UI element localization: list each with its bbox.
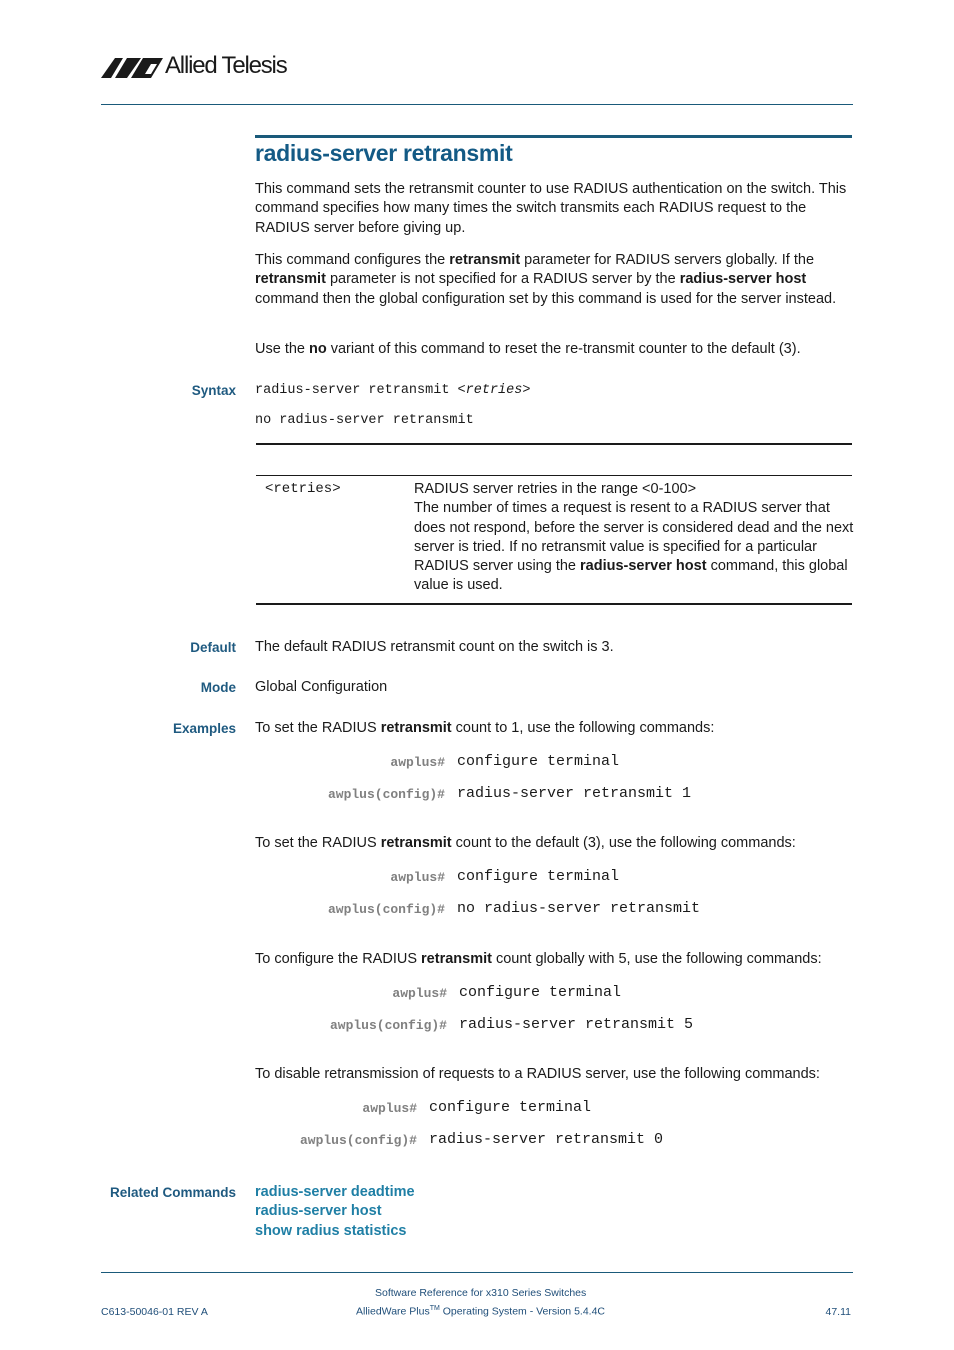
example-2-intro: To set the RADIUS retransmit count to the default (3), use the following commands: xyxy=(255,835,796,851)
footer-doc-title: Software Reference for x310 Series Switches xyxy=(375,1287,587,1299)
allied-telesis-logo xyxy=(101,50,301,82)
example-3-prompt-1: awplus# xyxy=(392,986,447,1001)
title-rule xyxy=(255,135,852,138)
example-2-command-1: configure terminal xyxy=(457,868,620,885)
related-link-host[interactable]: radius-server host xyxy=(255,1203,382,1220)
example-4-intro: To disable retransmission of requests to a RADIUS server, use the following commands: xyxy=(255,1066,820,1082)
example-4-command-1: configure terminal xyxy=(429,1099,592,1116)
example-4-prompt-1: awplus# xyxy=(362,1101,417,1116)
logo-wordmark: Allied Telesis xyxy=(165,52,287,79)
related-link-show-statistics[interactable]: show radius statistics xyxy=(255,1222,407,1239)
example-1-command-2: radius-server retransmit 1 xyxy=(457,785,692,802)
example-1-prompt-1: awplus# xyxy=(390,755,445,770)
mode-label: Mode xyxy=(200,680,236,695)
footer-doc-id: C613-50046-01 REV A xyxy=(101,1306,208,1318)
param-retries-description: RADIUS server retries in the range <0-100> The number of times a request is resent to a RADIUS server that does not respond, before the server is considered dead and the next server is tried. If no retransmit value is specified for a particular RADIUS server using the radius-server host command, this global value is used. xyxy=(414,481,854,594)
example-3-intro: To configure the RADIUS retransmit count globally with 5, use the following commands: xyxy=(255,951,822,967)
param-retries: <retries> xyxy=(265,481,341,497)
footer-rule xyxy=(101,1272,853,1273)
default-label: Default xyxy=(190,640,236,655)
syntax-label: Syntax xyxy=(191,383,236,398)
allied-telesis-logo-icon xyxy=(101,56,163,78)
intro-paragraph-1: This command sets the retransmit counter to use RADIUS authentication on the switch. This command specifies how many times the switch transmits each RADIUS request to the RADIUS server before giving up. xyxy=(255,181,847,236)
related-link-deadtime[interactable]: radius-server deadtime xyxy=(255,1184,415,1200)
footer-os-version: AlliedWare Plus™ Operating System - Version 5.4.4C xyxy=(356,1305,606,1318)
examples-label: Examples xyxy=(172,721,236,736)
header-rule xyxy=(101,104,853,105)
syntax-line-2: no radius-server retransmit xyxy=(255,413,474,428)
page-title: radius-server retransmit xyxy=(255,140,513,166)
example-1-intro: To set the RADIUS retransmit count to 1, use the following commands: xyxy=(255,720,715,736)
mode-text: Global Configuration xyxy=(255,679,388,695)
example-2-prompt-1: awplus# xyxy=(390,870,445,885)
example-2-prompt-2: awplus(config)# xyxy=(327,902,445,917)
table-bottom-rule xyxy=(256,603,852,605)
syntax-line-1: radius-server retransmit <retries> xyxy=(255,383,531,398)
example-2-command-2: no radius-server retransmit xyxy=(457,900,701,917)
example-3-command-2: radius-server retransmit 5 xyxy=(459,1016,694,1033)
intro-paragraph-3: Use the no variant of this command to reset the re-transmit counter to the default (3). xyxy=(255,341,801,357)
intro-paragraph-2: This command configures the retransmit parameter for RADIUS servers globally. If the retransmit parameter is not specified for a RADIUS server by the radius-server host command then the global configuration set by this command is used for the server instead. xyxy=(255,252,837,307)
footer-page-number: 47.11 xyxy=(825,1306,851,1318)
example-1-prompt-2: awplus(config)# xyxy=(327,787,445,802)
example-1-command-1: configure terminal xyxy=(457,753,620,770)
related-commands-label: Related Commands xyxy=(109,1185,236,1200)
example-3-prompt-2: awplus(config)# xyxy=(329,1018,447,1033)
related-commands-list xyxy=(255,1183,415,1241)
syntax-rule xyxy=(256,443,852,445)
default-text: The default RADIUS retransmit count on the switch is 3. xyxy=(255,639,614,655)
example-4-command-2: radius-server retransmit 0 xyxy=(429,1131,664,1148)
example-3-command-1: configure terminal xyxy=(459,984,622,1001)
example-4-prompt-2: awplus(config)# xyxy=(299,1133,417,1148)
table-top-rule xyxy=(256,475,852,476)
